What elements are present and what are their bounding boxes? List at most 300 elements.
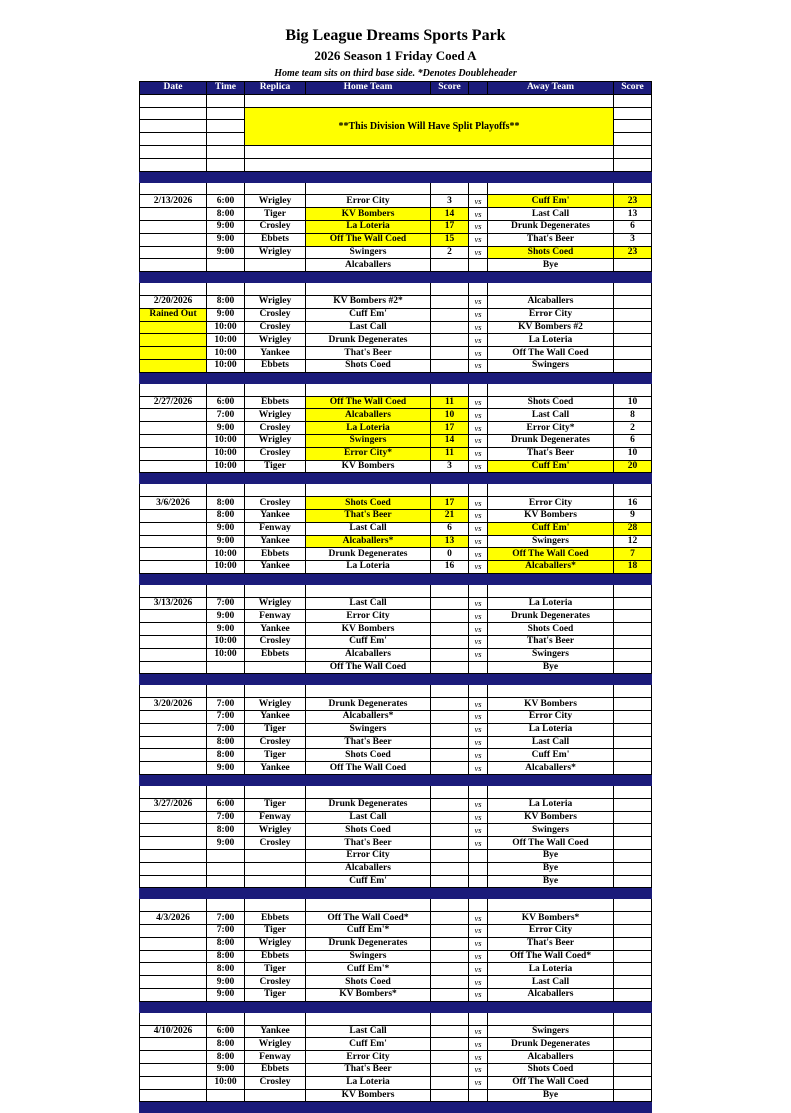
date-cell xyxy=(140,334,207,347)
empty-cell xyxy=(140,1012,207,1025)
home-score xyxy=(431,798,469,811)
empty-cell xyxy=(207,584,245,597)
empty-cell xyxy=(140,182,207,195)
home-team: Alcaballers xyxy=(306,648,431,661)
home-score: 14 xyxy=(431,208,469,221)
away-team: Alcaballers* xyxy=(488,561,614,574)
empty-cell xyxy=(469,584,488,597)
empty-cell xyxy=(469,484,488,497)
game-time: 9:00 xyxy=(207,220,245,233)
empty-cell xyxy=(614,107,652,120)
field-name xyxy=(245,875,306,888)
empty-cell xyxy=(140,283,207,296)
field-name: Wrigley xyxy=(245,246,306,259)
vs-label xyxy=(469,862,488,875)
empty-cell xyxy=(140,786,207,799)
game-time: 8:00 xyxy=(207,1051,245,1064)
vs-label: vs xyxy=(469,509,488,522)
column-header: Away Team xyxy=(488,82,614,95)
game-row xyxy=(140,548,652,561)
field-name xyxy=(245,850,306,863)
empty-cell xyxy=(306,786,431,799)
home-team: Cuff Em' xyxy=(306,636,431,649)
vs-label: vs xyxy=(469,334,488,347)
empty-cell xyxy=(488,685,614,698)
home-score xyxy=(431,976,469,989)
empty-cell xyxy=(614,484,652,497)
away-team: Swingers xyxy=(488,648,614,661)
home-score xyxy=(431,347,469,360)
home-score: 11 xyxy=(431,396,469,409)
game-row xyxy=(140,597,652,610)
field-name: Yankee xyxy=(245,711,306,724)
away-score xyxy=(614,636,652,649)
empty-cell xyxy=(207,283,245,296)
game-time: 10:00 xyxy=(207,561,245,574)
away-team: Alcaballers xyxy=(488,295,614,308)
home-score xyxy=(431,749,469,762)
home-team: KV Bombers* xyxy=(306,989,431,1002)
empty-cell xyxy=(140,636,207,649)
home-team: Last Call xyxy=(306,1025,431,1038)
banner-row xyxy=(140,158,652,171)
column-header: Score xyxy=(431,82,469,95)
game-row xyxy=(140,246,652,259)
playoffs-banner: **This Division Will Have Split Playoffs** xyxy=(245,107,614,145)
field-name: Crosley xyxy=(245,422,306,435)
home-team: Drunk Degenerates xyxy=(306,334,431,347)
game-date: 3/13/2026 xyxy=(140,597,207,610)
home-team: Off The Wall Coed xyxy=(306,762,431,775)
empty-cell xyxy=(431,1012,469,1025)
home-team: Alcaballers* xyxy=(306,535,431,548)
vs-label: vs xyxy=(469,1076,488,1089)
away-score: 6 xyxy=(614,220,652,233)
field-name: Wrigley xyxy=(245,1038,306,1051)
empty-cell xyxy=(140,824,207,837)
away-team: Error City* xyxy=(488,422,614,435)
empty-cell xyxy=(431,283,469,296)
empty-cell xyxy=(306,182,431,195)
field-name: Wrigley xyxy=(245,698,306,711)
vs-label xyxy=(469,259,488,272)
away-score xyxy=(614,862,652,875)
away-team: Bye xyxy=(488,850,614,863)
game-time: 8:00 xyxy=(207,749,245,762)
game-time: 7:00 xyxy=(207,409,245,422)
empty-cell xyxy=(245,484,306,497)
field-name: Wrigley xyxy=(245,937,306,950)
empty-cell xyxy=(431,685,469,698)
away-team: Bye xyxy=(488,875,614,888)
game-row xyxy=(140,347,652,360)
empty-cell xyxy=(140,963,207,976)
home-team: Off The Wall Coed* xyxy=(306,912,431,925)
empty-cell xyxy=(306,383,431,396)
away-score xyxy=(614,723,652,736)
vs-label xyxy=(469,850,488,863)
column-header: Home Team xyxy=(306,82,431,95)
home-score xyxy=(431,1063,469,1076)
game-row xyxy=(140,989,652,1002)
home-team: Drunk Degenerates xyxy=(306,698,431,711)
vs-label: vs xyxy=(469,409,488,422)
vs-label: vs xyxy=(469,1025,488,1038)
home-team: Last Call xyxy=(306,522,431,535)
game-time: 9:00 xyxy=(207,422,245,435)
away-team: Error City xyxy=(488,497,614,510)
away-team: Cuff Em' xyxy=(488,749,614,762)
home-team: Cuff Em'* xyxy=(306,963,431,976)
field-name: Ebbets xyxy=(245,912,306,925)
away-score xyxy=(614,1038,652,1051)
home-team: La Loteria xyxy=(306,561,431,574)
empty-cell xyxy=(245,786,306,799)
spacer-row xyxy=(140,182,652,195)
game-row xyxy=(140,561,652,574)
vs-label: vs xyxy=(469,246,488,259)
away-team: Swingers xyxy=(488,1025,614,1038)
date-cell xyxy=(140,321,207,334)
empty-cell xyxy=(614,584,652,597)
column-header: Score xyxy=(614,82,652,95)
vs-label: vs xyxy=(469,434,488,447)
field-name: Crosley xyxy=(245,976,306,989)
game-time: 10:00 xyxy=(207,648,245,661)
home-team: That's Beer xyxy=(306,1063,431,1076)
vs-label xyxy=(469,661,488,674)
empty-cell xyxy=(207,133,245,146)
schedule-table xyxy=(139,81,652,1113)
game-row xyxy=(140,1076,652,1089)
week-separator xyxy=(140,674,652,685)
game-time: 8:00 xyxy=(207,1038,245,1051)
empty-cell xyxy=(245,182,306,195)
away-score: 10 xyxy=(614,447,652,460)
empty-cell xyxy=(488,383,614,396)
game-time: 7:00 xyxy=(207,698,245,711)
away-team: Shots Coed xyxy=(488,623,614,636)
away-score xyxy=(614,937,652,950)
separator-cell xyxy=(140,1102,652,1113)
game-time: 10:00 xyxy=(207,636,245,649)
vs-label: vs xyxy=(469,295,488,308)
home-team: Drunk Degenerates xyxy=(306,798,431,811)
game-row xyxy=(140,233,652,246)
empty-cell xyxy=(207,107,245,120)
home-team: Alcaballers xyxy=(306,862,431,875)
game-time: 10:00 xyxy=(207,434,245,447)
vs-label: vs xyxy=(469,837,488,850)
field-name xyxy=(245,1089,306,1102)
game-time: 7:00 xyxy=(207,811,245,824)
field-name: Crosley xyxy=(245,736,306,749)
home-score xyxy=(431,321,469,334)
away-score xyxy=(614,610,652,623)
home-score xyxy=(431,1051,469,1064)
away-score xyxy=(614,925,652,938)
away-team: Error City xyxy=(488,925,614,938)
week-separator xyxy=(140,573,652,584)
game-row xyxy=(140,636,652,649)
game-time: 6:00 xyxy=(207,798,245,811)
game-row xyxy=(140,736,652,749)
vs-label: vs xyxy=(469,1063,488,1076)
home-score xyxy=(431,950,469,963)
empty-cell xyxy=(245,283,306,296)
game-time: 10:00 xyxy=(207,447,245,460)
away-score: 23 xyxy=(614,246,652,259)
empty-cell xyxy=(140,434,207,447)
empty-cell xyxy=(245,685,306,698)
game-time xyxy=(207,1089,245,1102)
game-time: 10:00 xyxy=(207,334,245,347)
game-row xyxy=(140,610,652,623)
game-date: 3/27/2026 xyxy=(140,798,207,811)
game-row xyxy=(140,422,652,435)
away-team: Last Call xyxy=(488,409,614,422)
away-score: 28 xyxy=(614,522,652,535)
vs-label: vs xyxy=(469,321,488,334)
game-row xyxy=(140,509,652,522)
empty-cell xyxy=(140,811,207,824)
game-time: 7:00 xyxy=(207,912,245,925)
vs-label: vs xyxy=(469,308,488,321)
home-team: Swingers xyxy=(306,246,431,259)
empty-cell xyxy=(306,899,431,912)
game-time: 9:00 xyxy=(207,623,245,636)
game-time: 8:00 xyxy=(207,736,245,749)
separator-cell xyxy=(140,775,652,786)
home-team: Shots Coed xyxy=(306,749,431,762)
game-row xyxy=(140,295,652,308)
game-row xyxy=(140,522,652,535)
home-team: Error City xyxy=(306,850,431,863)
empty-cell xyxy=(245,584,306,597)
empty-cell xyxy=(245,899,306,912)
empty-cell xyxy=(488,584,614,597)
away-team: Alcaballers xyxy=(488,989,614,1002)
empty-cell xyxy=(431,383,469,396)
empty-cell xyxy=(140,850,207,863)
field-name: Wrigley xyxy=(245,295,306,308)
empty-cell xyxy=(431,899,469,912)
field-name: Ebbets xyxy=(245,359,306,372)
field-name: Crosley xyxy=(245,497,306,510)
home-score xyxy=(431,837,469,850)
vs-label: vs xyxy=(469,963,488,976)
field-name: Crosley xyxy=(245,321,306,334)
home-team: Error City xyxy=(306,1051,431,1064)
game-date: 3/6/2026 xyxy=(140,497,207,510)
home-score: 3 xyxy=(431,195,469,208)
week-separator xyxy=(140,1001,652,1012)
home-score xyxy=(431,963,469,976)
empty-cell xyxy=(614,1012,652,1025)
away-team: La Loteria xyxy=(488,798,614,811)
field-name: Wrigley xyxy=(245,824,306,837)
away-score xyxy=(614,711,652,724)
home-score xyxy=(431,610,469,623)
home-team: La Loteria xyxy=(306,1076,431,1089)
home-score xyxy=(431,736,469,749)
vs-label: vs xyxy=(469,522,488,535)
empty-cell xyxy=(614,133,652,146)
away-score xyxy=(614,798,652,811)
separator-cell xyxy=(140,473,652,484)
empty-cell xyxy=(306,1012,431,1025)
home-score xyxy=(431,723,469,736)
vs-label: vs xyxy=(469,698,488,711)
away-team: Drunk Degenerates xyxy=(488,220,614,233)
home-score xyxy=(431,334,469,347)
game-row xyxy=(140,648,652,661)
away-team: Bye xyxy=(488,862,614,875)
home-score xyxy=(431,925,469,938)
empty-cell xyxy=(140,937,207,950)
home-team: Shots Coed xyxy=(306,359,431,372)
separator-cell xyxy=(140,888,652,899)
separator-cell xyxy=(140,372,652,383)
home-score: 13 xyxy=(431,535,469,548)
empty-cell xyxy=(469,283,488,296)
empty-cell xyxy=(207,484,245,497)
game-time: 10:00 xyxy=(207,321,245,334)
home-team: Error City* xyxy=(306,447,431,460)
away-team: KV Bombers xyxy=(488,509,614,522)
separator-cell xyxy=(140,674,652,685)
empty-cell xyxy=(207,383,245,396)
home-score xyxy=(431,1038,469,1051)
away-score xyxy=(614,736,652,749)
home-score: 2 xyxy=(431,246,469,259)
spacer-row xyxy=(140,1012,652,1025)
game-date: 2/13/2026 xyxy=(140,195,207,208)
vs-label: vs xyxy=(469,610,488,623)
vs-label: vs xyxy=(469,1051,488,1064)
away-score xyxy=(614,1063,652,1076)
field-name: Fenway xyxy=(245,522,306,535)
away-score: 3 xyxy=(614,233,652,246)
away-team: KV Bombers* xyxy=(488,912,614,925)
home-score xyxy=(431,661,469,674)
empty-cell xyxy=(614,685,652,698)
away-score xyxy=(614,1089,652,1102)
spacer-row xyxy=(140,584,652,597)
away-team: Swingers xyxy=(488,359,614,372)
field-name: Ebbets xyxy=(245,1063,306,1076)
home-team: Cuff Em' xyxy=(306,1038,431,1051)
empty-cell xyxy=(207,786,245,799)
game-time: 8:00 xyxy=(207,509,245,522)
away-team: Cuff Em' xyxy=(488,522,614,535)
away-score xyxy=(614,359,652,372)
vs-label: vs xyxy=(469,195,488,208)
game-row xyxy=(140,623,652,636)
empty-cell xyxy=(140,484,207,497)
game-row xyxy=(140,937,652,950)
home-score: 10 xyxy=(431,409,469,422)
game-row xyxy=(140,308,652,321)
empty-cell xyxy=(488,1012,614,1025)
game-row xyxy=(140,798,652,811)
empty-cell xyxy=(140,447,207,460)
game-time: 7:00 xyxy=(207,723,245,736)
game-row xyxy=(140,1025,652,1038)
away-team: That's Beer xyxy=(488,447,614,460)
home-score: 17 xyxy=(431,497,469,510)
vs-label: vs xyxy=(469,208,488,221)
week-separator xyxy=(140,372,652,383)
game-time: 8:00 xyxy=(207,963,245,976)
empty-cell xyxy=(140,623,207,636)
field-name: Yankee xyxy=(245,561,306,574)
game-date: 2/20/2026 xyxy=(140,295,207,308)
away-score xyxy=(614,597,652,610)
empty-cell xyxy=(207,158,245,171)
home-score xyxy=(431,698,469,711)
empty-cell xyxy=(140,989,207,1002)
away-team: Last Call xyxy=(488,976,614,989)
game-time: 9:00 xyxy=(207,535,245,548)
away-score: 10 xyxy=(614,396,652,409)
empty-cell xyxy=(140,548,207,561)
home-score xyxy=(431,912,469,925)
vs-label: vs xyxy=(469,925,488,938)
home-score: 14 xyxy=(431,434,469,447)
home-team: KV Bombers #2* xyxy=(306,295,431,308)
empty-cell xyxy=(140,1051,207,1064)
vs-label: vs xyxy=(469,396,488,409)
empty-cell xyxy=(140,648,207,661)
away-score xyxy=(614,762,652,775)
empty-cell xyxy=(306,283,431,296)
field-name: Yankee xyxy=(245,623,306,636)
bye-row xyxy=(140,862,652,875)
vs-label: vs xyxy=(469,976,488,989)
spacer-row xyxy=(140,786,652,799)
field-name: Wrigley xyxy=(245,597,306,610)
week-separator xyxy=(140,473,652,484)
empty-cell xyxy=(140,107,207,120)
empty-cell xyxy=(431,584,469,597)
field-name xyxy=(245,862,306,875)
away-score xyxy=(614,811,652,824)
banner-row xyxy=(140,145,652,158)
game-time: 9:00 xyxy=(207,246,245,259)
empty-cell xyxy=(140,145,207,158)
empty-cell xyxy=(469,383,488,396)
field-name: Ebbets xyxy=(245,396,306,409)
field-name: Crosley xyxy=(245,1076,306,1089)
game-time: 7:00 xyxy=(207,711,245,724)
game-row xyxy=(140,1038,652,1051)
empty-cell xyxy=(469,685,488,698)
away-score xyxy=(614,623,652,636)
game-row xyxy=(140,762,652,775)
bye-row xyxy=(140,850,652,863)
game-row xyxy=(140,963,652,976)
page-subtitle: 2026 Season 1 Friday Coed A xyxy=(314,48,477,63)
field-name xyxy=(245,259,306,272)
vs-label xyxy=(469,875,488,888)
empty-cell xyxy=(207,120,245,133)
empty-cell xyxy=(488,182,614,195)
empty-cell xyxy=(140,383,207,396)
empty-cell xyxy=(140,1089,207,1102)
column-header-row xyxy=(140,82,652,95)
home-team: Drunk Degenerates xyxy=(306,937,431,950)
